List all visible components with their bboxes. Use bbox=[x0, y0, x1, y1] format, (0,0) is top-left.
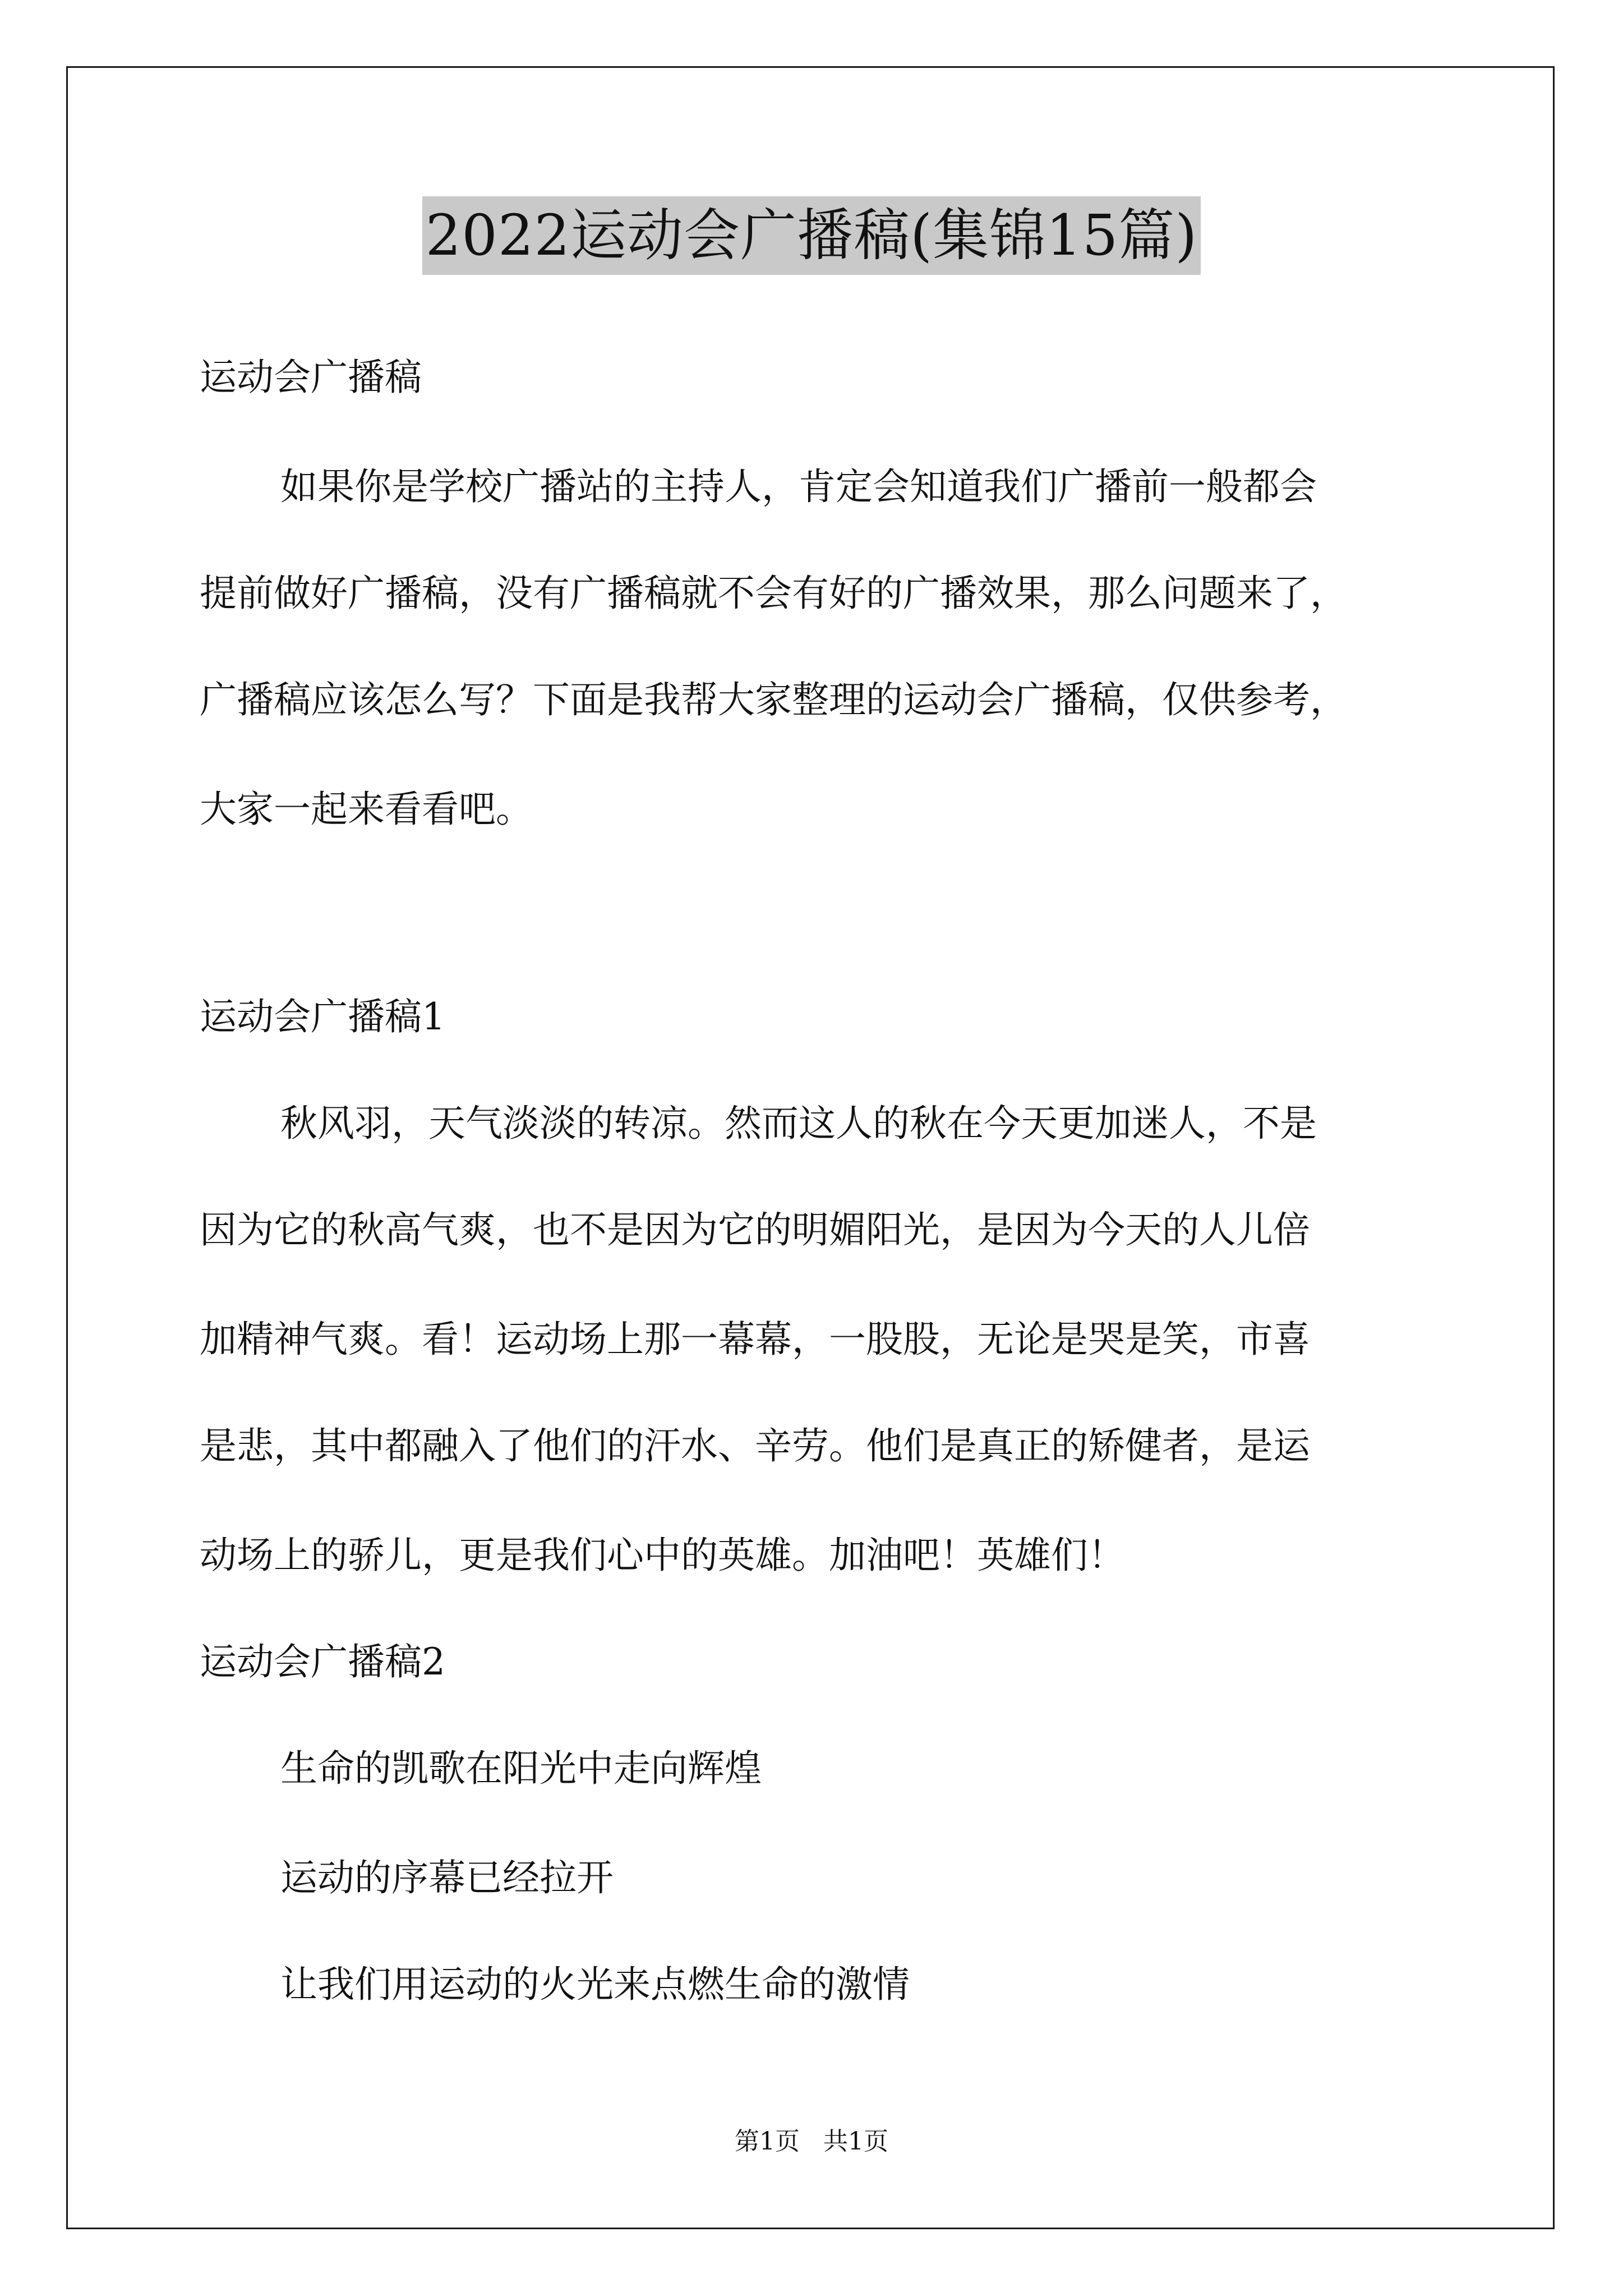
section1-line-1: 秋风羽，天气淡淡的转凉。然而这人的秋在今天更加迷人，不是 bbox=[280, 1102, 1317, 1145]
page-footer: 第1页 共1页 bbox=[735, 2127, 888, 2156]
section2-line-1: 生命的凯歌在阳光中走向辉煌 bbox=[280, 1747, 762, 1790]
title-container bbox=[0, 196, 1623, 275]
section2-heading: 运动会广播稿2 bbox=[200, 1640, 445, 1683]
intro-line-4: 大家一起来看看吧。 bbox=[200, 788, 533, 831]
section1-line-5: 动场上的骄儿，更是我们心中的英雄。加油吧！英雄们！ bbox=[200, 1534, 1125, 1577]
intro-heading: 运动会广播稿 bbox=[200, 356, 422, 399]
section2-line-3: 让我们用运动的火光来点燃生命的激情 bbox=[280, 1963, 910, 2006]
section1-line-4: 是悲，其中都融入了他们的汗水、辛劳。他们是真正的矫健者，是运 bbox=[200, 1424, 1310, 1467]
section1-heading: 运动会广播稿1 bbox=[200, 995, 445, 1038]
intro-line-3: 广播稿应该怎么写？下面是我帮大家整理的运动会广播稿，仅供参考， bbox=[200, 678, 1347, 721]
section2-line-2: 运动的序幕已经拉开 bbox=[280, 1856, 614, 1899]
intro-line-1: 如果你是学校广播站的主持人，肯定会知道我们广播前一般都会 bbox=[280, 465, 1317, 508]
intro-line-2: 提前做好广播稿，没有广播稿就不会有好的广播效果，那么问题来了， bbox=[200, 572, 1347, 615]
section1-line-2: 因为它的秋高气爽，也不是因为它的明媚阳光，是因为今天的人儿倍 bbox=[200, 1208, 1310, 1251]
section1-line-3: 加精神气爽。看！运动场上那一幕幕，一股股，无论是哭是笑，市喜 bbox=[200, 1318, 1310, 1361]
document-title: 2022运动会广播稿(集锦15篇) bbox=[422, 196, 1201, 275]
